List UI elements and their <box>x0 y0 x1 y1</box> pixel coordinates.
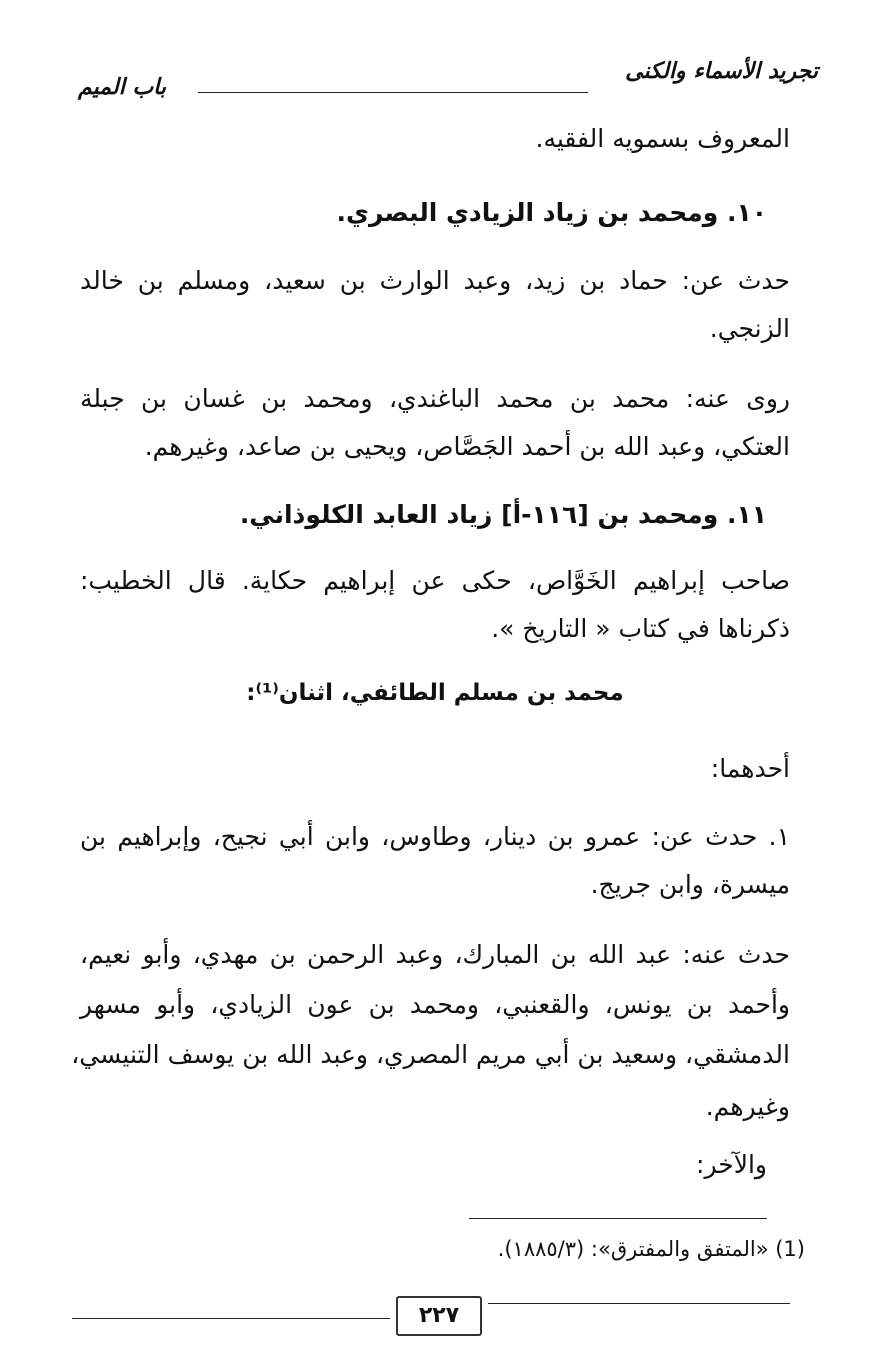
text-line: وأحمد بن يونس، والقعنبي، ومحمد بن عون الزيادي، وأبو مسهر <box>80 990 790 1019</box>
footnote-rule <box>469 1218 767 1219</box>
text-line: العتكي، وعبد الله بن أحمد الجَصَّاص، ويحيى بن صاعد، وغيرهم. <box>144 432 790 461</box>
text-line: صاحب إبراهيم الخَوَّاص، حكى عن إبراهيم حكاية. قال الخطيب: <box>80 566 790 595</box>
chapter-title: باب الميم <box>78 74 167 100</box>
text-line: والآخر: <box>696 1150 767 1179</box>
text-line: حدث عنه: عبد الله بن المبارك، وعبد الرحمن بن مهدي، وأبو نعيم، <box>80 940 790 969</box>
page-number-rule-right <box>488 1303 790 1304</box>
text-line: ذكرناها في كتاب « التاريخ ». <box>491 614 790 643</box>
running-header <box>78 58 818 98</box>
header-rule <box>198 92 588 93</box>
text-line: روى عنه: محمد بن محمد الباغندي، ومحمد بن غسان بن جبلة <box>80 384 790 413</box>
text-line: الزنجي. <box>709 314 790 343</box>
text-line: المعروف بسمويه الفقيه. <box>535 124 790 153</box>
text-line: ١. حدث عن: عمرو بن دينار، وطاوس، وابن أبي نجيح، وإبراهيم بن <box>80 822 790 851</box>
text-line: ميسرة، وابن جريج. <box>590 870 790 899</box>
text-line: أحدهما: <box>710 754 790 783</box>
text-line: حدث عن: حماد بن زيد، وعبد الوارث بن سعيد، ومسلم بن خالد <box>80 266 790 295</box>
text-line: الدمشقي، وسعيد بن أبي مريم المصري، وعبد الله بن يوسف التنيسي، <box>71 1040 790 1069</box>
page-number: ٢٢٧ <box>396 1296 482 1336</box>
book-title: تجريد الأسماء والكنى <box>625 58 818 84</box>
text-line: وغيرهم. <box>705 1092 790 1121</box>
section-heading: محمد بن مسلم الطائفي، اثنان⁽¹⁾: <box>246 680 624 706</box>
page-number-rule-left <box>72 1318 390 1319</box>
footnote: (1) «المتفق والمفترق»: (١٨٨٥/٣). <box>497 1237 805 1261</box>
entry-heading: ١١. ومحمد بن [١١٦-أ] زياد العابد الكلوذاني. <box>239 500 767 529</box>
entry-heading: ١٠. ومحمد بن زياد الزيادي البصري. <box>336 198 767 227</box>
